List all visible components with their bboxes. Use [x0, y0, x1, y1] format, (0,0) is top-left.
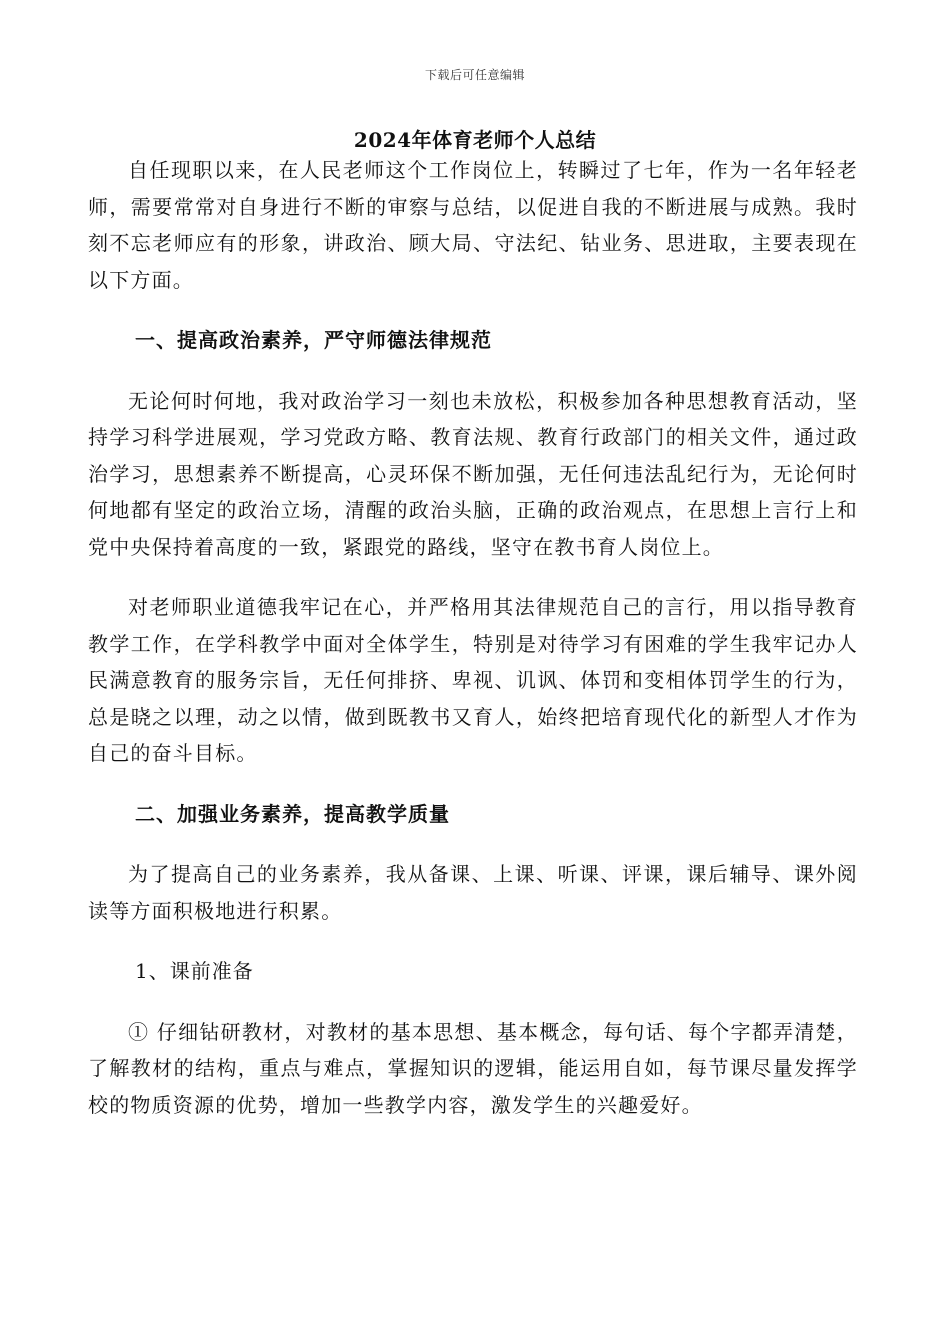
subheading-lesson-prep: 1、课前准备	[135, 959, 254, 983]
intro-paragraph: 自任现职以来，在人民老师这个工作岗位上，转瞬过了七年，作为一名年轻老师，需要常常对自身进行不断的审察与总结，以促进自我的不断进展与成熟。我时刻不忘老师应有的形象，讲政治、顾大局、守法纪、钻业务、思进取，主要表现在以下方面。	[88, 158, 858, 292]
section2-paragraph-1: 为了提高自己的业务素养，我从备课、上课、听课、评课，课后辅导、课外阅读等方面积极地进行积累。	[88, 862, 858, 923]
section1-paragraph-1: 无论何时何地，我对政治学习一刻也未放松，积极参加各种思想教育活动，坚持学习科学进展观，学习党政方略、教育法规、教育行政部门的相关文件，通过政治学习，思想素养不断提高，心灵环保不断加强，无任何违法乱纪行为，无论何时何地都有坚定的政治立场，清醒的政治头脑，正确的政治观点，在思想上言行上和党中央保持着高度的一致，紧跟党的路线，坚守在教书育人岗位上。	[88, 388, 858, 559]
lesson-prep-paragraph-1: ① 仔细钻研教材，对教材的基本思想、基本概念，每句话、每个字都弄清楚，了解教材的结构，重点与难点，掌握知识的逻辑，能运用自如，每节课尽量发挥学校的物质资源的优势，增加一些教学内容，激发学生的兴趣爱好。	[88, 1019, 858, 1117]
document-title: 2024年体育老师个人总结	[353, 128, 597, 152]
header-note: 下载后可任意编辑	[424, 68, 525, 82]
section-heading-2: 二、加强业务素养，提高教学质量	[135, 801, 450, 826]
document-body	[88, 152, 858, 1123]
section-heading-1: 一、提高政治素养，严守师德法律规范	[135, 328, 492, 352]
section1-paragraph-2: 对老师职业道德我牢记在心，并严格用其法律规范自己的言行，用以指导教育教学工作，在学科教学中面对全体学生，特别是对待学习有困难的学生我牢记办人民满意教育的服务宗旨，无任何排挤、卑视、讥讽、体罚和变相体罚学生的行为，总是晓之以理，动之以情，做到既教书又育人，始终把培育现代化的新型人才作为自己的奋斗目标。	[88, 595, 858, 765]
